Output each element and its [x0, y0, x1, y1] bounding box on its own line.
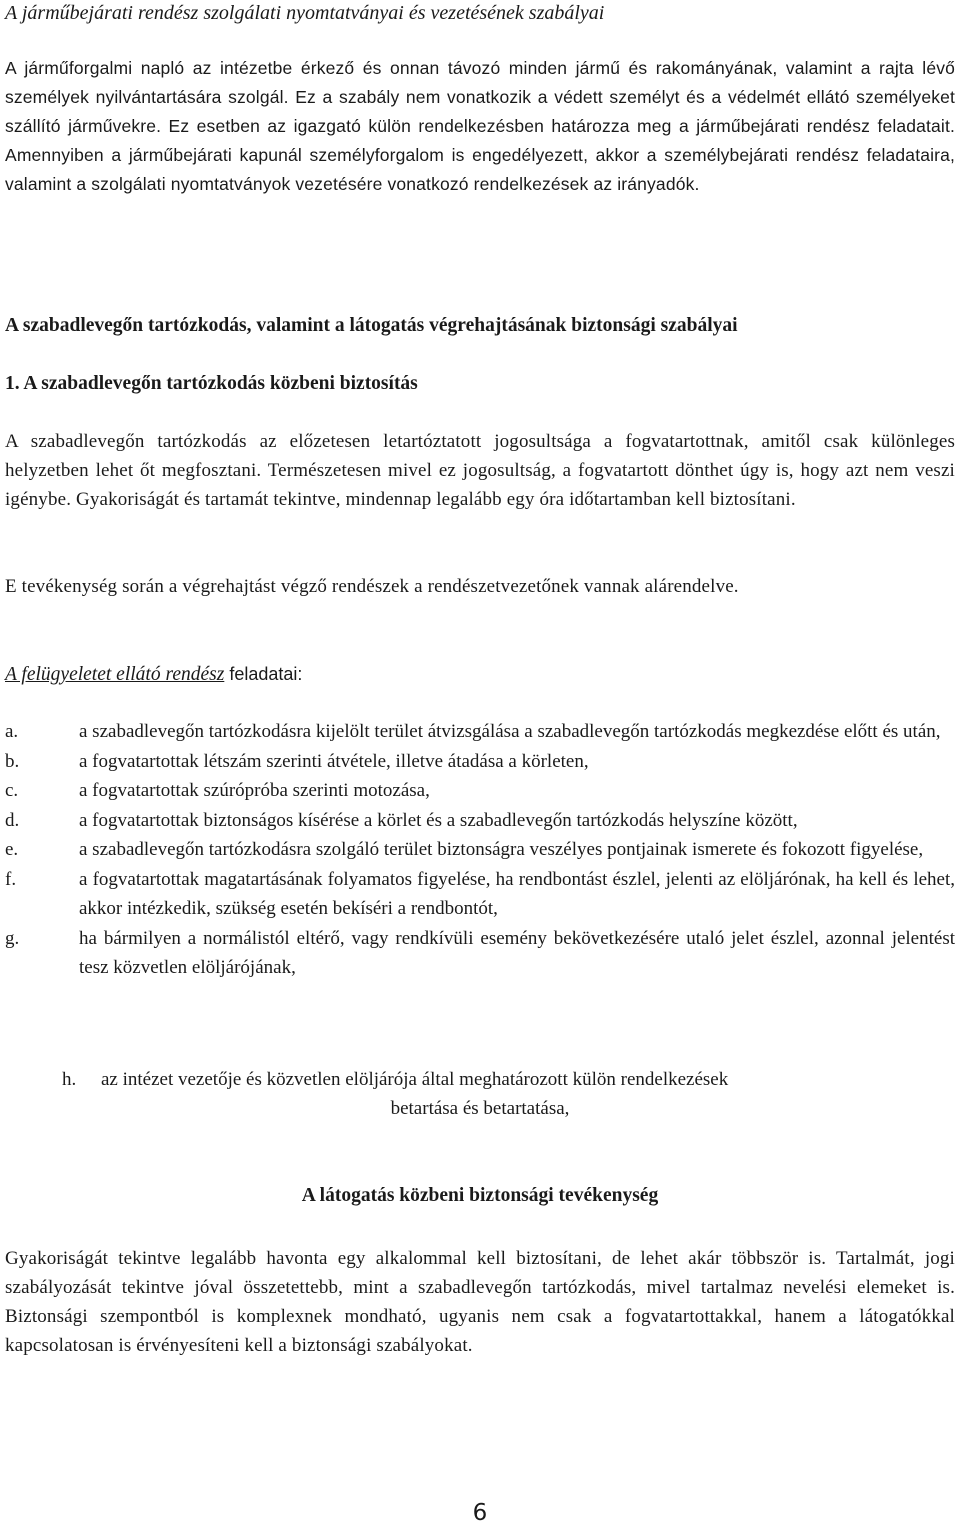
duties-list — [5, 717, 955, 983]
list-text: a fogvatartottak létszám szerinti átvétele, illetve átadása a körleten, — [79, 750, 589, 772]
list-text: a fogvatartottak biztonságos kísérése a körlet és a szabadlevegőn tartózkodás helyszíne között, — [79, 809, 798, 831]
paragraph-subordination: E tevékenység során a végrehajtást végző rendészek a rendészetvezetőnek vannak alárendelve. — [5, 576, 739, 597]
list-item-h — [62, 1065, 955, 1123]
section-title: A járműbejárati rendész szolgálati nyomtatványai és vezetésének szabályai — [5, 2, 605, 24]
list-item — [5, 865, 955, 924]
list-item — [5, 806, 955, 836]
heading-visit: A látogatás közbeni biztonsági tevékenység — [301, 1185, 659, 1206]
duties-intro — [5, 660, 955, 689]
page-number: 6 — [472, 1500, 488, 1526]
list-marker: d. — [5, 809, 20, 831]
list-marker: a. — [5, 721, 19, 742]
list-text: a fogvatartottak magatartásának folyamatos figyelése, ha rendbontást észlel, jelenti az elöljárónak, ha kell és lehet, akkor intézkedik, szükség esetén bekíséri a rendbontót, — [79, 868, 955, 919]
list-marker: e. — [5, 839, 19, 860]
list-marker: g. — [5, 927, 20, 949]
paragraph-vehicle-log-part2: Amennyiben a járműbejárati kapunál személyforgalom is engedélyezett, akkor a személybejárati rendész feladataira, valamint a szolgálati nyomtatványok vezetésére vonatkozó rendelkezések az irányadók. — [5, 145, 955, 194]
list-item — [5, 835, 955, 865]
duties-intro-role: A felügyeletet ellátó rendész — [5, 664, 225, 685]
paragraph-vehicle-log-part1: A járműforgalmi napló az intézetbe érkező és onnan távozó minden jármű és rakományának, valamint a rajta lévő személyek nyilvántartására szolgál. Ez a szabály nem vonatkozik a védett személyt és a védelmét ellátó személyeket szállító járművekre. Ez esetben az igazgató külön rendelkezésben határozza meg a járműbejárati rendész feladatait. — [5, 58, 955, 136]
list-marker: h. — [62, 1069, 77, 1090]
heading-outdoor: 1. A szabadlevegőn tartózkodás közbeni biztosítás — [5, 373, 418, 394]
duties-intro-rest: feladatai: — [224, 664, 303, 684]
list-marker: c. — [5, 780, 19, 801]
list-item — [5, 717, 955, 747]
list-item — [5, 924, 955, 983]
list-text: ha bármilyen a normálistól eltérő, vagy rendkívüli esemény bekövetkezésére utaló jelet észlel, azonnal jelentést tesz közvetlen elöljárójának, — [79, 927, 955, 978]
list-item — [5, 747, 955, 777]
paragraph-vehicle-log — [5, 54, 955, 199]
list-text-line1: az intézet vezetője és közvetlen elöljárója által meghatározott külön rendelkezések — [101, 1069, 729, 1090]
list-marker: f. — [5, 868, 17, 890]
list-text: a szabadlevegőn tartózkodásra szolgáló terület biztonságra veszélyes pontjainak ismerete és fokozott figyelése, — [79, 839, 924, 860]
heading-main: A szabadlevegőn tartózkodás, valamint a látogatás végrehajtásának biztonsági szabályai — [5, 315, 738, 336]
list-marker: b. — [5, 750, 20, 772]
list-item — [5, 776, 955, 806]
list-text-line2: betartása és betartatása, — [390, 1098, 570, 1119]
paragraph-visit: Gyakoriságát tekintve legalább havonta egy alkalommal kell biztosítani, de lehet akár többször is. Tartalmát, jogi szabályozását tekintve jóval összetettebb, mint a szabadlevegőn tartózkodás, mivel tartalmaz nevelési elemeket is. Biztonsági szempontból is komplexnek mondható, ugyanis nem csak a fogvatartottakkal, hanem a látogatókkal kapcsolatosan is érvényesíteni kell a biztonsági szabályokat. — [5, 1248, 955, 1356]
list-text: a szabadlevegőn tartózkodásra kijelölt terület átvizsgálása a szabadlevegőn tartózkodás megkezdése előtt és után, — [79, 721, 941, 742]
list-text: a fogvatartottak szúrópróba szerinti motozása, — [79, 780, 430, 801]
paragraph-outdoor-right: A szabadlevegőn tartózkodás az előzetesen letartóztatott jogosultsága a fogvatartottnak, amitől csak különleges helyzetben lehet őt megfosztani. Természetesen mivel ez jogosultság, a fogvatartott dönthet úgy is, hogy azt nem veszi igénybe. Gyakoriságát és tartamát tekintve, mindennap legalább egy óra időtartamban kell biztosítani. — [5, 431, 955, 510]
